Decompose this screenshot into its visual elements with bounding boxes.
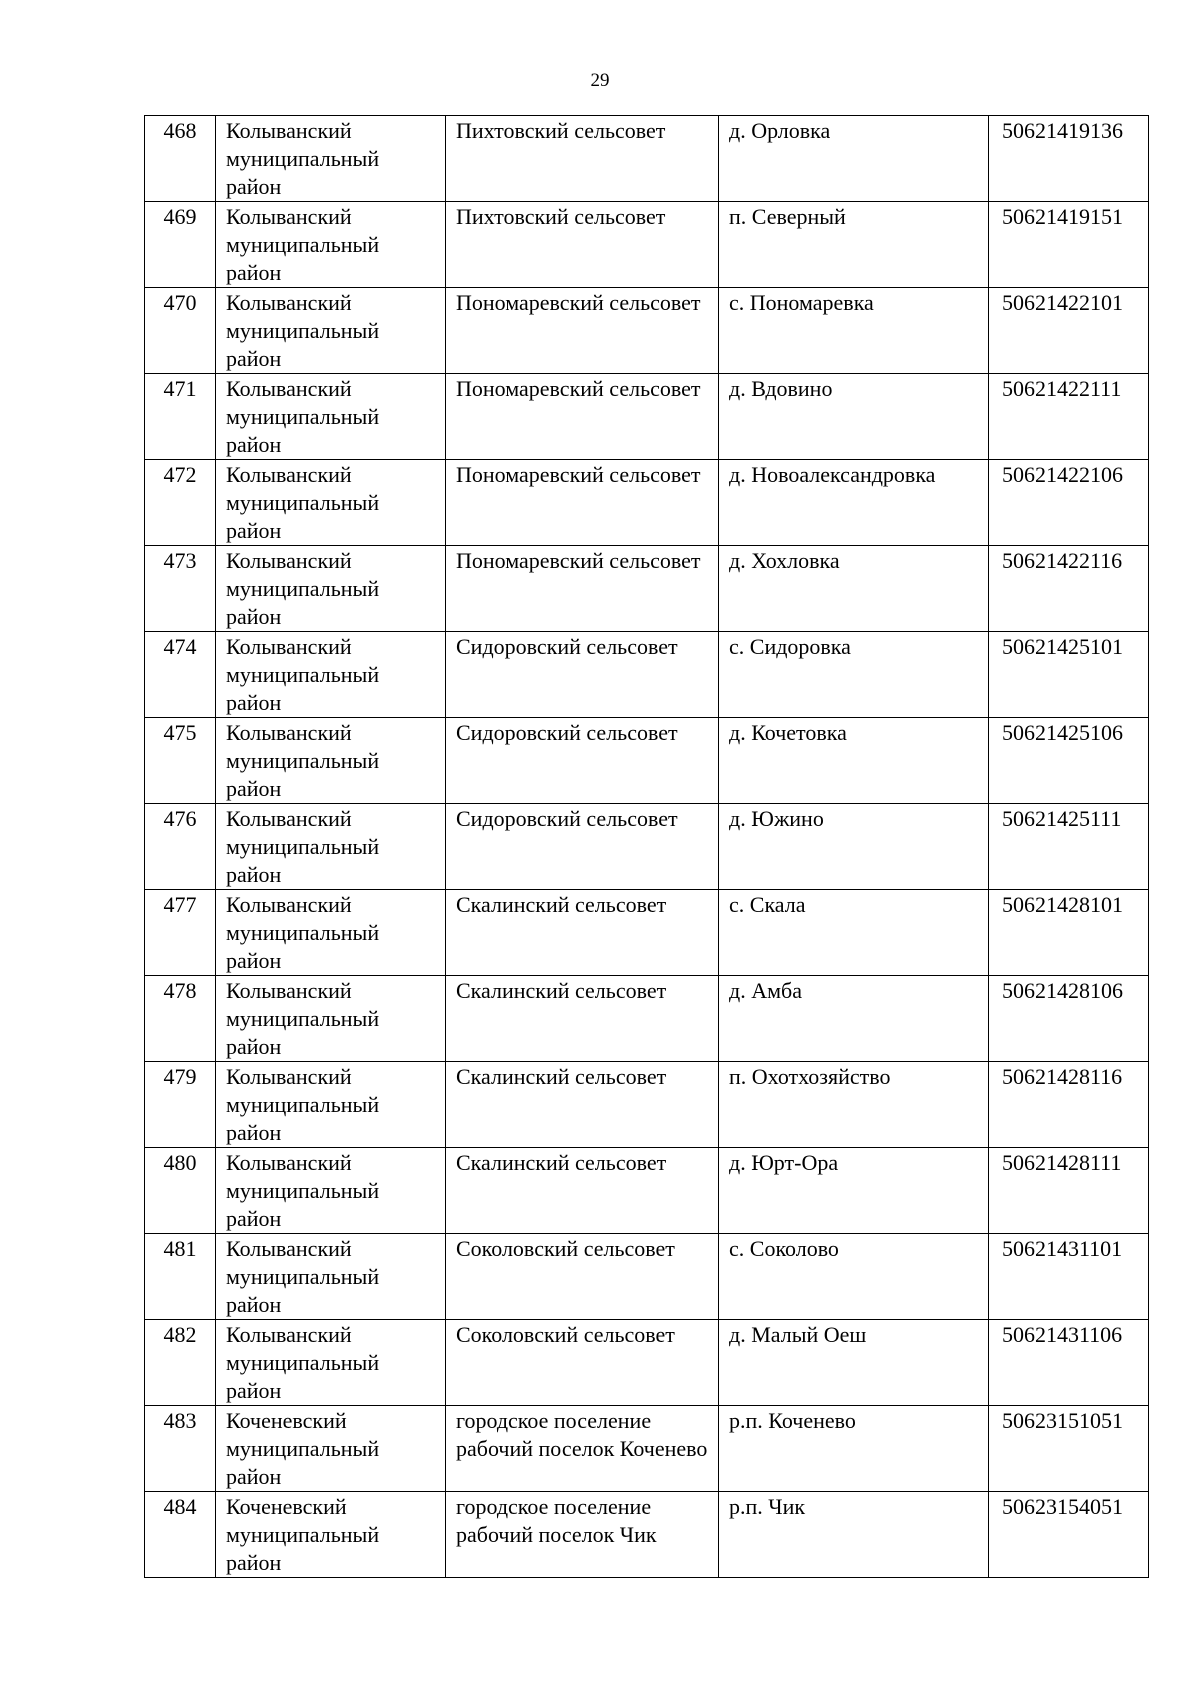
- district-cell: Коченевский муниципальный район: [216, 1492, 446, 1578]
- council-cell: Скалинский сельсовет: [446, 1062, 719, 1148]
- district-cell: Коченевский муниципальный район: [216, 1406, 446, 1492]
- locality-cell: с. Соколово: [719, 1234, 989, 1320]
- oktmo-code-cell: 50621422106: [989, 460, 1149, 546]
- locality-cell: с. Скала: [719, 890, 989, 976]
- council-cell: Сидоровский сельсовет: [446, 632, 719, 718]
- council-cell: Соколовский сельсовет: [446, 1320, 719, 1406]
- council-cell: городское поселение рабочий поселок Чик: [446, 1492, 719, 1578]
- row-number-cell: 468: [145, 116, 216, 202]
- row-number-cell: 470: [145, 288, 216, 374]
- oktmo-code-cell: 50621428101: [989, 890, 1149, 976]
- district-cell: Колыванский муниципальный район: [216, 116, 446, 202]
- district-cell: Колыванский муниципальный район: [216, 718, 446, 804]
- locality-cell: д. Малый Оеш: [719, 1320, 989, 1406]
- district-cell: Колыванский муниципальный район: [216, 632, 446, 718]
- locality-cell: д. Юрт-Ора: [719, 1148, 989, 1234]
- district-cell: Колыванский муниципальный район: [216, 804, 446, 890]
- table-row: [145, 374, 1149, 460]
- row-number-cell: 482: [145, 1320, 216, 1406]
- table-row: [145, 460, 1149, 546]
- table-row: [145, 1320, 1149, 1406]
- locality-cell: с. Сидоровка: [719, 632, 989, 718]
- table-row: [145, 632, 1149, 718]
- row-number-cell: 484: [145, 1492, 216, 1578]
- table-row: [145, 116, 1149, 202]
- row-number-cell: 477: [145, 890, 216, 976]
- oktmo-code-cell: 50621425111: [989, 804, 1149, 890]
- district-cell: Колыванский муниципальный район: [216, 1062, 446, 1148]
- council-cell: Пономаревский сельсовет: [446, 374, 719, 460]
- row-number-cell: 479: [145, 1062, 216, 1148]
- district-cell: Колыванский муниципальный район: [216, 1234, 446, 1320]
- oktmo-code-cell: 50621431106: [989, 1320, 1149, 1406]
- district-cell: Колыванский муниципальный район: [216, 460, 446, 546]
- locality-cell: д. Кочетовка: [719, 718, 989, 804]
- oktmo-code-cell: 50621425106: [989, 718, 1149, 804]
- locality-cell: д. Южино: [719, 804, 989, 890]
- table-row: [145, 1148, 1149, 1234]
- council-cell: Соколовский сельсовет: [446, 1234, 719, 1320]
- district-cell: Колыванский муниципальный район: [216, 890, 446, 976]
- locality-cell: с. Пономаревка: [719, 288, 989, 374]
- locality-cell: д. Новоалександровка: [719, 460, 989, 546]
- row-number-cell: 483: [145, 1406, 216, 1492]
- council-cell: Пономаревский сельсовет: [446, 288, 719, 374]
- row-number-cell: 473: [145, 546, 216, 632]
- council-cell: Пономаревский сельсовет: [446, 546, 719, 632]
- oktmo-code-cell: 50621422101: [989, 288, 1149, 374]
- page-number: 29: [590, 70, 610, 91]
- table-row: [145, 1492, 1149, 1578]
- council-cell: Сидоровский сельсовет: [446, 804, 719, 890]
- table-row: [145, 546, 1149, 632]
- table-row: [145, 1234, 1149, 1320]
- oktmo-code-cell: 50623151051: [989, 1406, 1149, 1492]
- table-row: [145, 202, 1149, 288]
- row-number-cell: 471: [145, 374, 216, 460]
- row-number-cell: 481: [145, 1234, 216, 1320]
- district-cell: Колыванский муниципальный район: [216, 202, 446, 288]
- oktmo-code-cell: 50621428106: [989, 976, 1149, 1062]
- oktmo-code-cell: 50621419136: [989, 116, 1149, 202]
- row-number-cell: 474: [145, 632, 216, 718]
- locality-cell: р.п. Коченево: [719, 1406, 989, 1492]
- district-cell: Колыванский муниципальный район: [216, 288, 446, 374]
- district-cell: Колыванский муниципальный район: [216, 374, 446, 460]
- council-cell: Сидоровский сельсовет: [446, 718, 719, 804]
- district-cell: Колыванский муниципальный район: [216, 1320, 446, 1406]
- row-number-cell: 478: [145, 976, 216, 1062]
- locality-cell: д. Амба: [719, 976, 989, 1062]
- row-number-cell: 472: [145, 460, 216, 546]
- council-cell: Скалинский сельсовет: [446, 1148, 719, 1234]
- oktmo-code-cell: 50621422111: [989, 374, 1149, 460]
- table-row: [145, 288, 1149, 374]
- table-row: [145, 890, 1149, 976]
- council-cell: Скалинский сельсовет: [446, 890, 719, 976]
- settlements-table: [144, 115, 1149, 1578]
- locality-cell: п. Северный: [719, 202, 989, 288]
- council-cell: Пономаревский сельсовет: [446, 460, 719, 546]
- council-cell: Скалинский сельсовет: [446, 976, 719, 1062]
- row-number-cell: 476: [145, 804, 216, 890]
- oktmo-code-cell: 50621428116: [989, 1062, 1149, 1148]
- locality-cell: д. Вдовино: [719, 374, 989, 460]
- oktmo-code-cell: 50621431101: [989, 1234, 1149, 1320]
- table-row: [145, 1406, 1149, 1492]
- locality-cell: р.п. Чик: [719, 1492, 989, 1578]
- council-cell: Пихтовский сельсовет: [446, 202, 719, 288]
- oktmo-code-cell: 50623154051: [989, 1492, 1149, 1578]
- locality-cell: д. Хохловка: [719, 546, 989, 632]
- council-cell: Пихтовский сельсовет: [446, 116, 719, 202]
- district-cell: Колыванский муниципальный район: [216, 546, 446, 632]
- district-cell: Колыванский муниципальный район: [216, 976, 446, 1062]
- row-number-cell: 480: [145, 1148, 216, 1234]
- oktmo-code-cell: 50621425101: [989, 632, 1149, 718]
- locality-cell: п. Охотхозяйство: [719, 1062, 989, 1148]
- oktmo-code-cell: 50621422116: [989, 546, 1149, 632]
- oktmo-code-cell: 50621428111: [989, 1148, 1149, 1234]
- council-cell: городское поселение рабочий поселок Коченево: [446, 1406, 719, 1492]
- row-number-cell: 475: [145, 718, 216, 804]
- table-row: [145, 1062, 1149, 1148]
- district-cell: Колыванский муниципальный район: [216, 1148, 446, 1234]
- row-number-cell: 469: [145, 202, 216, 288]
- table-body: [145, 116, 1149, 1578]
- table-row: [145, 804, 1149, 890]
- table-row: [145, 718, 1149, 804]
- locality-cell: д. Орловка: [719, 116, 989, 202]
- table-row: [145, 976, 1149, 1062]
- oktmo-code-cell: 50621419151: [989, 202, 1149, 288]
